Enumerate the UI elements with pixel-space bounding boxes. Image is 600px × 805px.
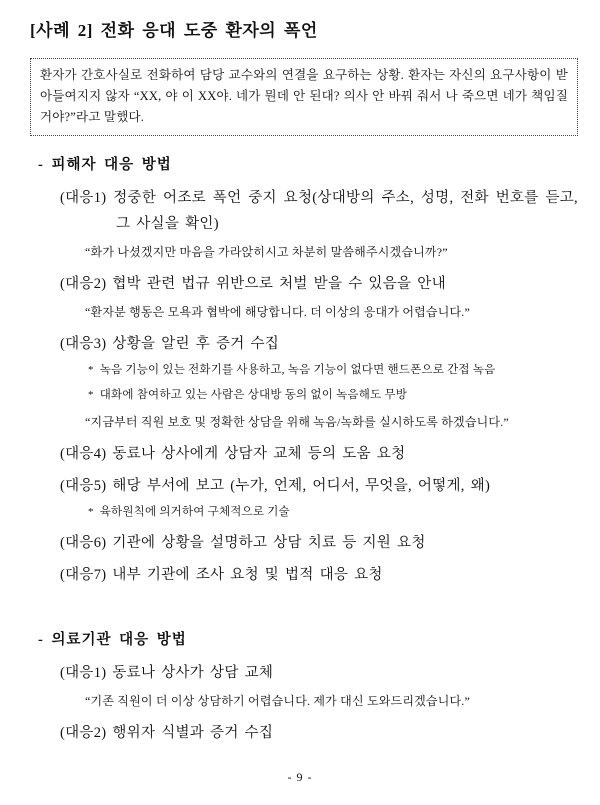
example-quote: “기존 직원이 더 이상 상담하기 어렵습니다. 제가 대신 도와드리겠습니다.”	[85, 694, 471, 708]
response-item-text: (대응5) 해당 부서에 보고 (누가, 언제, 어디서, 무엇을, 어떻게, 왜)	[60, 478, 491, 494]
sections	[30, 153, 578, 746]
response-item-text: (대응7) 내부 기관에 조사 요청 및 법적 대응 요청	[60, 567, 383, 583]
page-title: [사례 2] 전화 응대 도중 환자의 폭언	[30, 21, 318, 40]
response-item-label: (대응3)	[60, 336, 107, 352]
page-number: - 9 -	[287, 770, 313, 784]
asterisk-bullet-icon: *	[88, 364, 94, 376]
response-item-label: (대응2)	[60, 725, 107, 741]
response-item	[60, 720, 578, 746]
response-item-label: (대응1)	[60, 665, 107, 681]
note-bullet: * 대화에 참여하고 있는 사람은 상대방 동의 없이 녹음해도 무방	[88, 389, 408, 401]
example-quote: “환자분 행동은 모욕과 협박에 해당합니다. 더 이상의 응대가 어렵습니다.”	[85, 305, 471, 319]
response-item	[60, 441, 578, 467]
note-bullet: * 육하원칙에 의거하여 구체적으로 기술	[88, 506, 290, 518]
asterisk-bullet-icon: *	[88, 506, 94, 518]
response-item-label: (대응5)	[60, 478, 107, 494]
section-heading: - 피해자 대응 방법	[38, 157, 172, 173]
response-item	[60, 271, 578, 323]
section-heading: - 의료기관 대응 방법	[38, 632, 187, 648]
example-quote: “지금부터 직원 보호 및 정확한 상담을 위해 녹음/녹화를 실시하도록 하겠습니다.”	[85, 415, 509, 429]
response-item	[60, 331, 578, 433]
response-item	[60, 185, 578, 263]
case-description-text: 환자가 간호사실로 전화하여 담당 교수와의 연결을 요구하는 상황. 환자는 자신의 요구사항이 받아들여지지 않자 “XX, 야 이 XX야. 네가 뭔데 안 된대? 의사 안 바꿔 줘서 나 죽으면 네가 책임질 거야?”라고 말했다.	[40, 68, 568, 124]
section-1	[30, 153, 578, 588]
case-description-box	[30, 58, 578, 136]
response-item-text: (대응1) 동료나 상사가 상담 교체	[60, 665, 274, 681]
response-item-text: (대응1) 정중한 어조로 폭언 중지 요청(상대방의 주소, 성명, 전화 번호를 듣고, 그 사실을 확인)	[60, 190, 578, 232]
response-item-label: (대응2)	[60, 276, 107, 292]
response-item-label: (대응4)	[60, 446, 107, 462]
asterisk-bullet-icon: *	[88, 389, 94, 401]
response-item-text: (대응6) 기관에 상황을 설명하고 상담 치료 등 지원 요청	[60, 535, 426, 551]
response-item-text: (대응2) 협박 관련 법규 위반으로 처벌 받을 수 있음을 안내	[60, 276, 446, 292]
response-item	[60, 660, 578, 712]
note-bullet: * 녹음 기능이 있는 전화기를 사용하고, 녹음 기능이 없다면 핸드폰으로 간접 녹음	[88, 364, 496, 376]
response-item	[60, 473, 578, 524]
response-item-text: (대응4) 동료나 상사에게 상담자 교체 등의 도움 요청	[60, 446, 406, 462]
response-item-label: (대응6)	[60, 535, 107, 551]
response-item-label: (대응1)	[60, 190, 107, 206]
response-item	[60, 562, 578, 588]
section-2	[30, 628, 578, 746]
example-quote: “화가 나셨겠지만 마음을 가라앉히시고 차분히 말씀해주시겠습니까?”	[85, 245, 448, 259]
response-item-label: (대응7)	[60, 567, 107, 583]
response-item-text: (대응2) 행위자 식별과 증거 수집	[60, 725, 274, 741]
response-item	[60, 530, 578, 556]
response-item-text: (대응3) 상황을 알린 후 증거 수집	[60, 336, 280, 352]
